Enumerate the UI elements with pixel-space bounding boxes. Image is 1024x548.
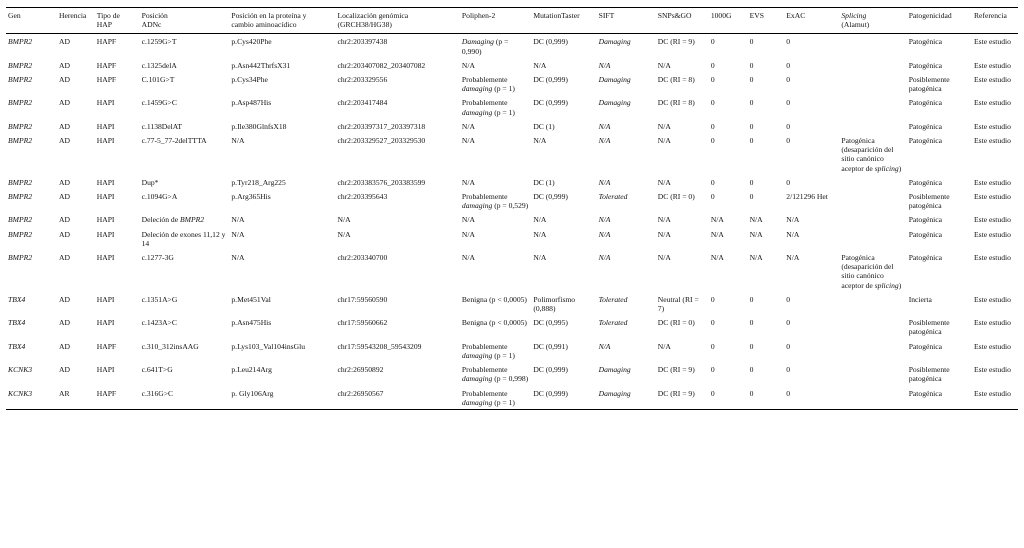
reference-cell: Este estudio (973, 192, 1011, 202)
cdna-position-cell: Dup* (141, 177, 159, 187)
cdna-position-cell: c.1325delA (141, 60, 177, 70)
exac-cell: 2/121296 Het (786, 192, 828, 202)
mutationtaster-cell: DC (0,999) (533, 37, 568, 47)
g1000-cell: 0 (710, 37, 715, 47)
hap-type-cell: HAPF (96, 60, 117, 70)
inheritance-cell: AD (59, 229, 70, 239)
inheritance-cell: AD (59, 75, 70, 85)
evs-cell: 0 (749, 365, 754, 375)
evs-cell: 0 (749, 121, 754, 131)
cdna-position-cell: c.1459G>C (141, 98, 177, 108)
g1000-cell: 0 (710, 177, 715, 187)
gene-cell: BMPR2 (8, 121, 33, 131)
genomic-location-cell: chr2:203395643 (337, 192, 388, 202)
exac-cell: 0 (786, 60, 791, 70)
pathogenicity-cell: Patogénica (908, 229, 943, 239)
mutationtaster-cell: DC (0,999) (533, 388, 568, 398)
column-header: Localización genómica (GRCH38/HG38) (337, 11, 409, 30)
reference-cell: Este estudio (973, 365, 1011, 375)
genomic-location-cell: chr2:26950567 (337, 388, 384, 398)
reference-cell: Este estudio (973, 177, 1011, 187)
polyphen-cell: N/A (461, 121, 475, 131)
snpsgo-cell: N/A (657, 229, 671, 239)
cdna-position-cell: c.1277-3G (141, 253, 174, 263)
polyphen-cell: Benigna (p < 0,0005) (461, 318, 527, 328)
inheritance-cell: AD (59, 37, 70, 47)
evs-cell: 0 (749, 37, 754, 47)
hap-type-cell: HAPI (96, 136, 115, 146)
sift-cell: N/A (598, 253, 611, 263)
pathogenicity-cell: Patogénica (908, 388, 943, 398)
cdna-position-cell: c.1351A>G (141, 294, 178, 304)
gene-cell: TBX4 (8, 294, 26, 304)
hap-type-cell: HAPI (96, 318, 115, 328)
column-header: Gen (8, 11, 21, 20)
splicing-cell (839, 292, 906, 315)
hap-type-cell: HAPI (96, 294, 115, 304)
genomic-location-cell: chr2:203329556 (337, 75, 388, 85)
sift-cell: Tolerated (598, 318, 628, 328)
inheritance-cell: AD (59, 341, 70, 351)
column-header: Tipo de HAP (96, 11, 120, 30)
hap-type-cell: HAPF (96, 37, 117, 47)
cdna-position-cell: c.316G>C (141, 388, 174, 398)
inheritance-cell: AD (59, 136, 70, 146)
cdna-position-cell: c.77-5_77-2delTTTA (141, 136, 207, 146)
reference-cell: Este estudio (973, 37, 1011, 47)
exac-cell: 0 (786, 98, 791, 108)
mutationtaster-cell: N/A (533, 253, 547, 263)
hap-type-cell: HAPI (96, 365, 115, 375)
exac-cell: 0 (786, 121, 791, 131)
polyphen-cell: Probablemente damaging (p = 1) (461, 341, 515, 360)
mutationtaster-cell: DC (0,991) (533, 341, 568, 351)
inheritance-cell: AR (59, 388, 70, 398)
g1000-cell: N/A (710, 229, 724, 239)
hap-type-cell: HAPF (96, 75, 117, 85)
sift-cell: N/A (598, 215, 611, 225)
hap-type-cell: HAPI (96, 98, 115, 108)
protein-change-cell: p.Ile380GlnfsX18 (231, 121, 287, 131)
polyphen-cell: Probablemente damaging (p = 1) (461, 75, 515, 94)
cdna-position-cell: c.1423A>C (141, 318, 177, 328)
sift-cell: N/A (598, 229, 611, 239)
exac-cell: N/A (786, 253, 800, 263)
table-row (6, 212, 1018, 226)
evs-cell: 0 (749, 136, 754, 146)
hap-type-cell: HAPI (96, 121, 115, 131)
pathogenicity-cell: Posiblemente patogénica (908, 365, 950, 384)
snpsgo-cell: Neutral (RI = 7) (657, 294, 699, 314)
genomic-location-cell: chr2:26950892 (337, 365, 384, 375)
protein-change-cell: N/A (231, 215, 245, 225)
polyphen-cell: N/A (461, 215, 475, 225)
protein-change-cell: p.Asn475His (231, 318, 272, 328)
splicing-cell: Patogénica (desaparición del sitio canónico aceptor de splicing) (841, 253, 902, 290)
pathogenicity-cell: Patogénica (908, 253, 943, 263)
evs-cell: N/A (749, 215, 763, 225)
hap-type-cell: HAPF (96, 341, 117, 351)
g1000-cell: 0 (710, 365, 715, 375)
sift-cell: Tolerated (598, 192, 628, 202)
reference-cell: Este estudio (973, 98, 1011, 108)
g1000-cell: N/A (710, 253, 724, 263)
evs-cell: 0 (749, 98, 754, 108)
table-body (6, 34, 1018, 410)
polyphen-cell: N/A (461, 136, 475, 146)
pathogenicity-cell: Patogénica (908, 60, 943, 70)
column-header: Poliphen-2 (461, 11, 496, 20)
sift-cell: N/A (598, 60, 611, 70)
gene-cell: TBX4 (8, 318, 26, 328)
g1000-cell: 0 (710, 136, 715, 146)
column-header: Herencia (59, 11, 87, 20)
reference-cell: Este estudio (973, 215, 1011, 225)
snpsgo-cell: N/A (657, 60, 671, 70)
table-row (6, 72, 1018, 95)
evs-cell: N/A (749, 253, 763, 263)
mutationtaster-cell: DC (1) (533, 121, 555, 131)
evs-cell: N/A (749, 229, 763, 239)
genomic-location-cell: chr17:59560662 (337, 318, 388, 328)
gene-cell: KCNK3 (8, 388, 33, 398)
inheritance-cell: AD (59, 215, 70, 225)
mutationtaster-cell: DC (0,995) (533, 318, 568, 328)
table-row (6, 362, 1018, 385)
cdna-position-cell: Deleción de BMPR2 (141, 215, 205, 225)
sift-cell: Damaging (598, 75, 631, 85)
sift-cell: Tolerated (598, 294, 628, 304)
pathogenicity-cell: Patogénica (908, 37, 943, 47)
snpsgo-cell: N/A (657, 121, 671, 131)
genomic-location-cell: chr2:203397438 (337, 37, 388, 47)
sift-cell: Damaging (598, 365, 631, 375)
protein-change-cell: p.Leu214Arg (231, 365, 272, 375)
splicing-cell (839, 58, 906, 72)
gene-cell: BMPR2 (8, 98, 33, 108)
reference-cell: Este estudio (973, 229, 1011, 239)
inheritance-cell: AD (59, 177, 70, 187)
polyphen-cell: Probablemente damaging (p = 1) (461, 98, 515, 117)
snpsgo-cell: DC (RI = 0) (657, 192, 695, 202)
reference-cell: Este estudio (973, 253, 1011, 263)
snpsgo-cell: N/A (657, 136, 671, 146)
genomic-location-cell: N/A (337, 215, 351, 225)
reference-cell: Este estudio (973, 294, 1011, 304)
reference-cell: Este estudio (973, 136, 1011, 146)
column-header: SIFT (598, 11, 615, 20)
evs-cell: 0 (749, 192, 754, 202)
splicing-cell (839, 119, 906, 133)
table-row (6, 34, 1018, 58)
hap-type-cell: HAPF (96, 388, 117, 398)
pathogenicity-cell: Patogénica (908, 136, 943, 146)
inheritance-cell: AD (59, 318, 70, 328)
splicing-cell (839, 339, 906, 362)
genomic-location-cell: chr2:203407082_203407082 (337, 60, 426, 70)
g1000-cell: 0 (710, 192, 715, 202)
inheritance-cell: AD (59, 192, 70, 202)
snpsgo-cell: DC (RI = 9) (657, 365, 695, 375)
snpsgo-cell: DC (RI = 8) (657, 75, 695, 85)
snpsgo-cell: N/A (657, 215, 671, 225)
polyphen-cell: N/A (461, 229, 475, 239)
column-header: Splicing (Alamut) (841, 11, 870, 30)
splicing-cell: Patogénica (desaparición del sitio canónico aceptor de splicing) (841, 136, 902, 173)
exac-cell: N/A (786, 229, 800, 239)
genomic-location-cell: chr2:203397317_203397318 (337, 121, 426, 131)
table-row (6, 315, 1018, 338)
table-row (6, 189, 1018, 212)
gene-cell: BMPR2 (8, 177, 33, 187)
inheritance-cell: AD (59, 60, 70, 70)
gene-cell: BMPR2 (8, 192, 33, 202)
evs-cell: 0 (749, 294, 754, 304)
mutationtaster-cell: DC (0,999) (533, 75, 568, 85)
gene-cell: BMPR2 (8, 253, 33, 263)
gene-cell: BMPR2 (8, 37, 33, 47)
sift-cell: Damaging (598, 37, 631, 47)
snpsgo-cell: N/A (657, 177, 671, 187)
g1000-cell: 0 (710, 318, 715, 328)
pathogenicity-cell: Patogénica (908, 341, 943, 351)
evs-cell: 0 (749, 341, 754, 351)
polyphen-cell: Probablemente damaging (p = 0,529) (461, 192, 529, 211)
gene-cell: BMPR2 (8, 215, 33, 225)
polyphen-cell: N/A (461, 177, 475, 187)
protein-change-cell: p.Asp487His (231, 98, 272, 108)
polyphen-cell: Damaging (p = 0,990) (461, 37, 509, 56)
mutationtaster-cell: N/A (533, 215, 547, 225)
cdna-position-cell: c.641T>G (141, 365, 173, 375)
mutationtaster-cell: N/A (533, 229, 547, 239)
reference-cell: Este estudio (973, 341, 1011, 351)
genomic-location-cell: chr17:59560590 (337, 294, 388, 304)
protein-change-cell: p.Lys103_Val104insGlu (231, 341, 305, 351)
polyphen-cell: Probablemente damaging (p = 0,998) (461, 365, 529, 384)
exac-cell: 0 (786, 37, 791, 47)
exac-cell: 0 (786, 75, 791, 85)
g1000-cell: 0 (710, 341, 715, 351)
protein-change-cell: p. Gly106Arg (231, 388, 274, 398)
exac-cell: 0 (786, 341, 791, 351)
polyphen-cell: Benigna (p < 0,0005) (461, 294, 527, 304)
protein-change-cell: p.Cys34Phe (231, 75, 268, 85)
protein-change-cell: p.Cys420Phe (231, 37, 272, 47)
mutationtaster-cell: N/A (533, 136, 547, 146)
exac-cell: 0 (786, 388, 791, 398)
inheritance-cell: AD (59, 294, 70, 304)
variants-table (6, 7, 1018, 410)
polyphen-cell: Probablemente damaging (p = 1) (461, 388, 515, 407)
cdna-position-cell: C.101G>T (141, 75, 175, 85)
snpsgo-cell: DC (RI = 0) (657, 318, 695, 328)
hap-type-cell: HAPI (96, 215, 115, 225)
table-row (6, 95, 1018, 118)
evs-cell: 0 (749, 177, 754, 187)
g1000-cell: 0 (710, 60, 715, 70)
splicing-cell (839, 227, 906, 250)
pathogenicity-cell: Patogénica (908, 98, 943, 108)
pathogenicity-cell: Patogénica (908, 215, 943, 225)
table-row (6, 250, 1018, 292)
reference-cell: Este estudio (973, 121, 1011, 131)
exac-cell: N/A (786, 215, 800, 225)
splicing-cell (839, 95, 906, 118)
splicing-cell (839, 34, 906, 58)
exac-cell: 0 (786, 318, 791, 328)
g1000-cell: 0 (710, 75, 715, 85)
hap-type-cell: HAPI (96, 253, 115, 263)
reference-cell: Este estudio (973, 318, 1011, 328)
evs-cell: 0 (749, 318, 754, 328)
column-header: EVS (749, 11, 764, 20)
protein-change-cell: p.Asn442ThrfsX31 (231, 60, 291, 70)
evs-cell: 0 (749, 388, 754, 398)
protein-change-cell: N/A (231, 253, 245, 263)
sift-cell: Damaging (598, 388, 631, 398)
protein-change-cell: N/A (231, 136, 245, 146)
evs-cell: 0 (749, 75, 754, 85)
gene-cell: BMPR2 (8, 229, 33, 239)
snpsgo-cell: DC (RI = 8) (657, 98, 695, 108)
table-row (6, 58, 1018, 72)
reference-cell: Este estudio (973, 388, 1011, 398)
cdna-position-cell: c.1138DelAT (141, 121, 183, 131)
genomic-location-cell: chr17:59543208_59543209 (337, 341, 422, 351)
protein-change-cell: p.Arg365His (231, 192, 271, 202)
gene-cell: TBX4 (8, 341, 26, 351)
genomic-location-cell: chr2:203329527_203329530 (337, 136, 426, 146)
column-header: Patogenicidad (908, 11, 952, 20)
snpsgo-cell: DC (RI = 9) (657, 388, 695, 398)
column-header: Referencia (973, 11, 1007, 20)
table-header-row (6, 8, 1018, 34)
table-row (6, 292, 1018, 315)
pathogenicity-cell: Patogénica (908, 121, 943, 131)
pathogenicity-cell: Incierta (908, 294, 932, 304)
polyphen-cell: N/A (461, 60, 475, 70)
inheritance-cell: AD (59, 253, 70, 263)
table-row (6, 133, 1018, 175)
snpsgo-cell: N/A (657, 253, 671, 263)
gene-cell: BMPR2 (8, 136, 33, 146)
pathogenicity-cell: Posiblemente patogénica (908, 192, 950, 211)
genomic-location-cell: N/A (337, 229, 351, 239)
mutationtaster-cell: Polimorfismo (0,888) (533, 294, 576, 314)
pathogenicity-cell: Posiblemente patogénica (908, 75, 950, 94)
cdna-position-cell: Deleción de exones 11,12 y 14 (141, 229, 226, 248)
exac-cell: 0 (786, 365, 791, 375)
snpsgo-cell: N/A (657, 341, 671, 351)
mutationtaster-cell: DC (0,999) (533, 365, 568, 375)
inheritance-cell: AD (59, 98, 70, 108)
hap-type-cell: HAPI (96, 192, 115, 202)
g1000-cell: 0 (710, 388, 715, 398)
sift-cell: N/A (598, 341, 611, 351)
protein-change-cell: p.Met451Val (231, 294, 271, 304)
splicing-cell (839, 315, 906, 338)
splicing-cell (839, 386, 906, 410)
snpsgo-cell: DC (RI = 9) (657, 37, 695, 47)
column-header: SNPs&GO (657, 11, 692, 20)
mutationtaster-cell: DC (0,999) (533, 98, 568, 108)
splicing-cell (839, 212, 906, 226)
table-row (6, 339, 1018, 362)
column-header: 1000G (710, 11, 732, 20)
mutationtaster-cell: DC (0,999) (533, 192, 568, 202)
reference-cell: Este estudio (973, 60, 1011, 70)
splicing-cell (839, 175, 906, 189)
evs-cell: 0 (749, 60, 754, 70)
sift-cell: N/A (598, 177, 611, 187)
splicing-cell (839, 189, 906, 212)
exac-cell: 0 (786, 294, 791, 304)
sift-cell: Damaging (598, 98, 631, 108)
reference-cell: Este estudio (973, 75, 1011, 85)
exac-cell: 0 (786, 177, 791, 187)
genomic-location-cell: chr2:203383576_203383599 (337, 177, 426, 187)
genomic-location-cell: chr2:203340700 (337, 253, 388, 263)
g1000-cell: N/A (710, 215, 724, 225)
column-header: MutationTaster (533, 11, 580, 20)
pathogenicity-cell: Posiblemente patogénica (908, 318, 950, 337)
inheritance-cell: AD (59, 121, 70, 131)
mutationtaster-cell: N/A (533, 60, 547, 70)
inheritance-cell: AD (59, 365, 70, 375)
table-row (6, 119, 1018, 133)
g1000-cell: 0 (710, 121, 715, 131)
table-row (6, 227, 1018, 250)
column-header: ExAC (786, 11, 806, 20)
gene-cell: KCNK3 (8, 365, 33, 375)
mutationtaster-cell: DC (1) (533, 177, 555, 187)
g1000-cell: 0 (710, 294, 715, 304)
polyphen-cell: N/A (461, 253, 475, 263)
protein-change-cell: N/A (231, 229, 245, 239)
g1000-cell: 0 (710, 98, 715, 108)
exac-cell: 0 (786, 136, 791, 146)
column-header: Posición ADNc (141, 11, 168, 30)
protein-change-cell: p.Tyr218_Arg225 (231, 177, 286, 187)
splicing-cell (839, 72, 906, 95)
cdna-position-cell: c.1259G>T (141, 37, 177, 47)
sift-cell: N/A (598, 136, 611, 146)
hap-type-cell: HAPI (96, 177, 115, 187)
hap-type-cell: HAPI (96, 229, 115, 239)
genomic-location-cell: chr2:203417484 (337, 98, 388, 108)
gene-cell: BMPR2 (8, 75, 33, 85)
pathogenicity-cell: Patogénica (908, 177, 943, 187)
table-row (6, 386, 1018, 410)
cdna-position-cell: c.310_312insAAG (141, 341, 199, 351)
table-row (6, 175, 1018, 189)
sift-cell: N/A (598, 121, 611, 131)
gene-cell: BMPR2 (8, 60, 33, 70)
splicing-cell (839, 362, 906, 385)
cdna-position-cell: c.1094G>A (141, 192, 178, 202)
column-header: Posición en la proteína y cambio aminoacídico (231, 11, 307, 30)
